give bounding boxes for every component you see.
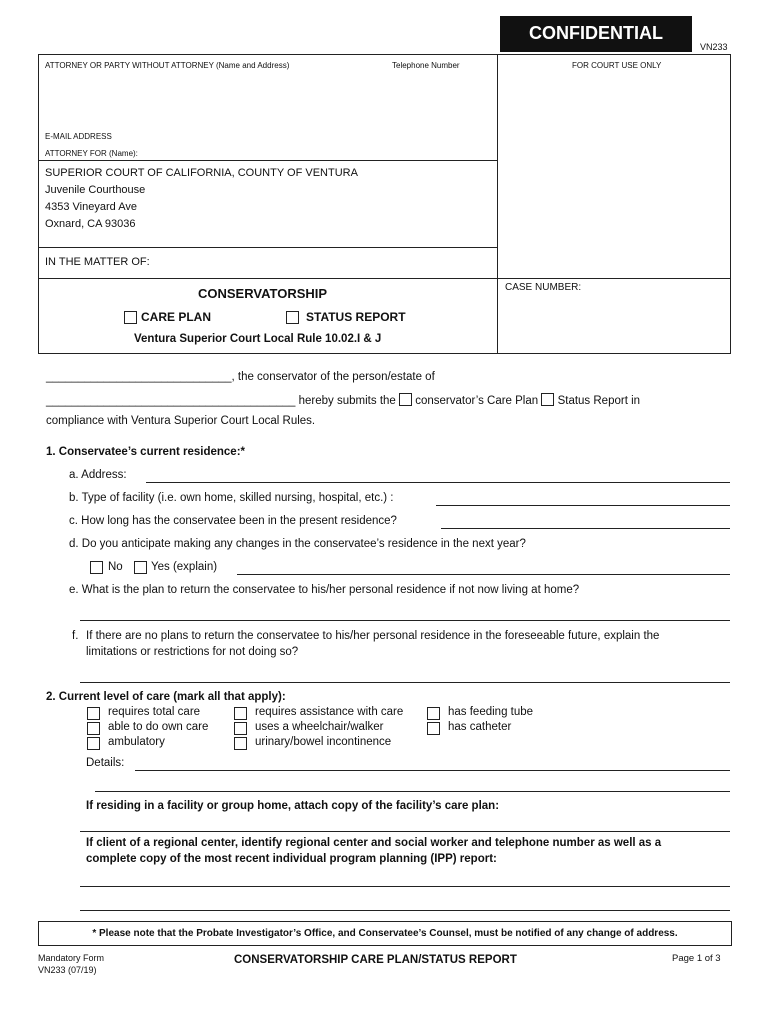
form-code: VN233: [700, 42, 728, 52]
case-number-label: CASE NUMBER:: [505, 282, 582, 293]
catheter-label: has catheter: [448, 721, 512, 733]
form-revision: VN233 (07/19): [38, 965, 97, 975]
able-own-care-checkbox[interactable]: [87, 722, 100, 735]
residence-duration-label: c. How long has the conservatee been in the present residence?: [69, 515, 397, 527]
court-courthouse: Juvenile Courthouse: [45, 184, 146, 196]
conservatorship-title: CONSERVATORSHIP: [198, 286, 328, 301]
able-own-care-label: able to do own care: [108, 721, 209, 733]
yes-label: Yes (explain): [151, 561, 218, 573]
header-box: [38, 54, 731, 354]
divider-matter: [38, 247, 497, 248]
status-report-option-checkbox[interactable]: [541, 393, 554, 406]
facility-type-field[interactable]: [436, 505, 730, 506]
footer-title: CONSERVATORSHIP CARE PLAN/STATUS REPORT: [234, 954, 517, 966]
conservatee-name-blank[interactable]: _______________________________________: [46, 395, 296, 407]
intro-line-1: [46, 371, 435, 383]
care-plan-option-checkbox[interactable]: [399, 393, 412, 406]
divider-case: [497, 278, 731, 279]
no-plans-line-2: limitations or restrictions for not doing so?: [86, 646, 299, 658]
court-use-label: FOR COURT USE ONLY: [572, 61, 662, 70]
conservator-name-blank[interactable]: _____________________________: [46, 371, 232, 383]
mandatory-form-label: Mandatory Form: [38, 953, 105, 963]
requires-total-care-label: requires total care: [108, 706, 201, 718]
local-rule: Ventura Superior Court Local Rule 10.02.I & J: [134, 333, 382, 345]
no-plans-line-1: If there are no plans to return the conservatee to his/her personal residence in the foreseeable future, explain the: [86, 630, 660, 642]
no-checkbox[interactable]: [90, 561, 103, 574]
care-plan-checkbox[interactable]: [124, 311, 137, 324]
telephone-label: Telephone Number: [392, 61, 460, 70]
page-number: Page 1 of 3: [672, 953, 721, 964]
divider-title: [38, 278, 497, 279]
section2-heading: 2. Current level of care (mark all that apply):: [46, 691, 286, 703]
care-plan-option-label: conservator’s Care Plan: [415, 395, 539, 407]
no-label: No: [108, 561, 123, 573]
section1-heading: 1. Conservatee’s current residence:*: [46, 446, 245, 458]
intro-text-2: hereby submits the: [298, 395, 396, 407]
anticipate-changes-label: d. Do you anticipate making any changes in the conservatee’s residence in the next year?: [69, 538, 526, 550]
catheter-checkbox[interactable]: [427, 722, 440, 735]
attorney-for-label: ATTORNEY FOR (Name):: [45, 149, 138, 158]
requires-assistance-checkbox[interactable]: [234, 707, 247, 720]
incontinence-checkbox[interactable]: [234, 737, 247, 750]
regional-center-field-2[interactable]: [80, 910, 730, 911]
feeding-tube-label: has feeding tube: [448, 706, 534, 718]
facility-type-label: b. Type of facility (i.e. own home, skilled nursing, hospital, etc.) :: [69, 492, 394, 504]
header-divider: [497, 54, 498, 354]
status-report-checkbox[interactable]: [286, 311, 299, 324]
email-label: E-MAIL ADDRESS: [45, 132, 112, 141]
intro-line-2: [46, 393, 640, 407]
feeding-tube-checkbox[interactable]: [427, 707, 440, 720]
facility-care-plan-note: If residing in a facility or group home, attach copy of the facility’s care plan:: [86, 800, 500, 812]
intro-text-1: , the conservator of the person/estate of: [231, 371, 435, 383]
confidential-banner: CONFIDENTIAL: [500, 16, 692, 52]
yes-checkbox[interactable]: [134, 561, 147, 574]
status-report-option-label: Status Report in: [557, 395, 641, 407]
yes-explain-field[interactable]: [237, 574, 730, 575]
residence-duration-field[interactable]: [441, 528, 730, 529]
f-label: f.: [72, 630, 79, 642]
address-field[interactable]: [146, 482, 730, 483]
requires-total-care-checkbox[interactable]: [87, 707, 100, 720]
care-plan-label: CARE PLAN: [141, 310, 212, 324]
regional-center-line-2: complete copy of the most recent individual program planning (IPP) report:: [86, 853, 497, 865]
court-street: 4353 Vineyard Ave: [45, 201, 137, 213]
status-report-label: STATUS REPORT: [306, 310, 406, 324]
court-city: Oxnard, CA 93036: [45, 218, 136, 230]
intro-line-3: compliance with Ventura Superior Court Local Rules.: [46, 415, 316, 427]
details-label: Details:: [86, 757, 125, 769]
attorney-label: ATTORNEY OR PARTY WITHOUT ATTORNEY (Name and Address): [45, 61, 290, 70]
court-name: SUPERIOR COURT OF CALIFORNIA, COUNTY OF VENTURA: [45, 167, 358, 179]
ambulatory-checkbox[interactable]: [87, 737, 100, 750]
divider-court: [38, 160, 497, 161]
facility-care-plan-field[interactable]: [80, 831, 730, 832]
wheelchair-walker-label: uses a wheelchair/walker: [255, 721, 384, 733]
ambulatory-label: ambulatory: [108, 736, 165, 748]
wheelchair-walker-checkbox[interactable]: [234, 722, 247, 735]
address-change-notice: * Please note that the Probate Investigator’s Office, and Conservatee’s Counsel, must be notified of any change of address.: [38, 921, 732, 946]
incontinence-label: urinary/bowel incontinence: [255, 736, 392, 748]
no-plans-field[interactable]: [80, 682, 730, 683]
regional-center-line-1: If client of a regional center, identify regional center and social worker and telephone number as well as a: [86, 837, 662, 849]
address-label: a. Address:: [69, 469, 127, 481]
details-field-1[interactable]: [135, 770, 730, 771]
return-plan-field[interactable]: [80, 620, 730, 621]
requires-assistance-label: requires assistance with care: [255, 706, 404, 718]
return-plan-label: e. What is the plan to return the conservatee to his/her personal residence if not now living at home?: [69, 584, 580, 596]
matter-label: IN THE MATTER OF:: [45, 256, 150, 268]
details-field-2[interactable]: [95, 791, 730, 792]
regional-center-field-1[interactable]: [80, 886, 730, 887]
